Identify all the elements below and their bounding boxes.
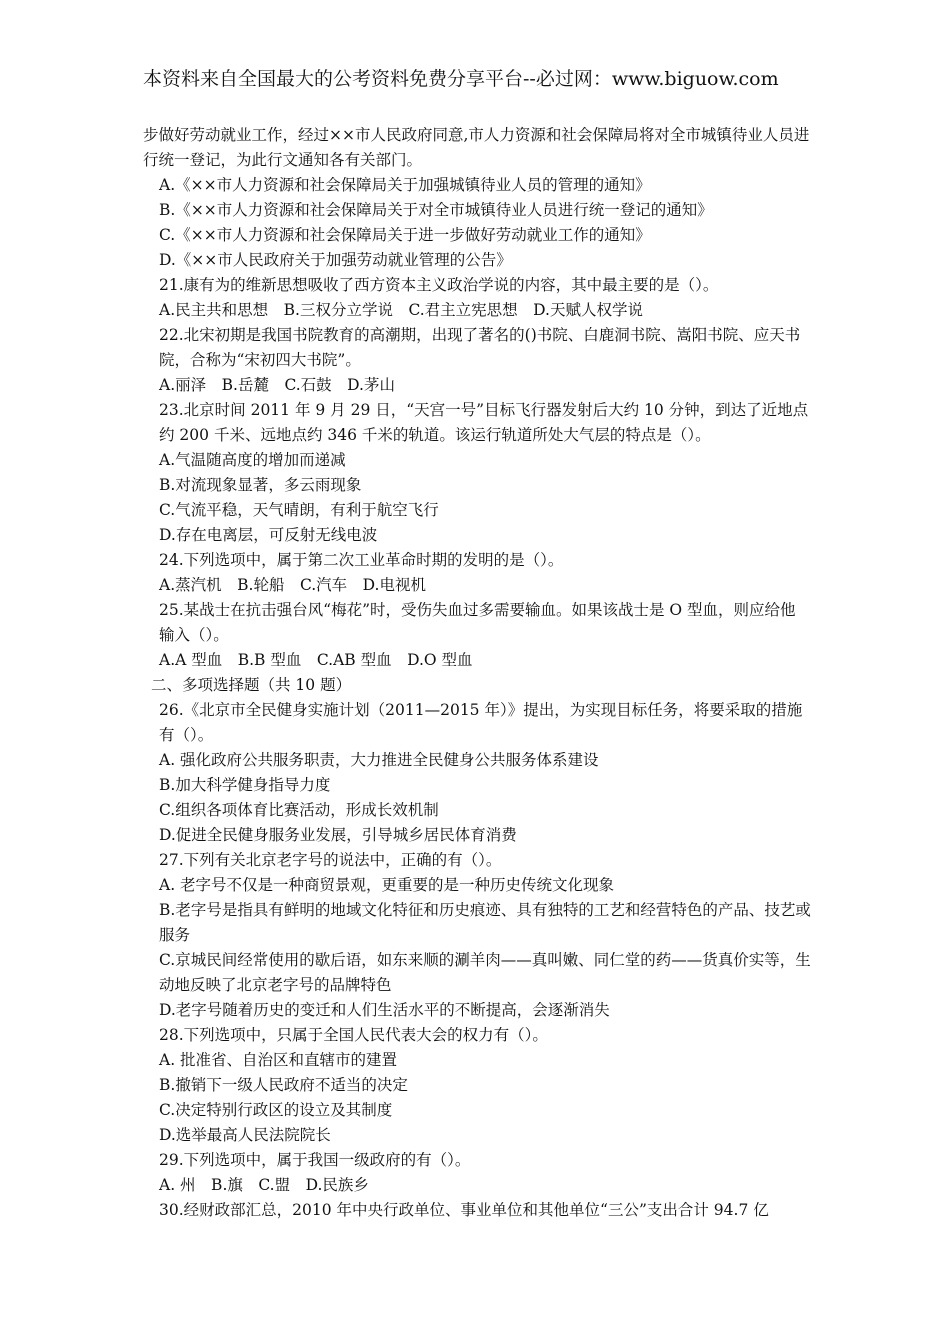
text-line: A.气温随高度的增加而递减 bbox=[159, 451, 346, 469]
text-line: A. 州 B.旗 C.盟 D.民族乡 bbox=[159, 1176, 369, 1194]
text-line: A. 批准省、自治区和直辖市的建置 bbox=[159, 1051, 398, 1069]
text-line: A.民主共和思想 B.三权分立学说 C.君主立宪思想 D.天赋人权学说 bbox=[159, 301, 643, 319]
text-line: A. 强化政府公共服务职责，大力推进全民健身公共服务体系建设 bbox=[159, 751, 599, 769]
text-line: D.存在电离层，可反射无线电波 bbox=[159, 526, 378, 544]
text-line: B.加大科学健身指导力度 bbox=[159, 776, 331, 794]
text-line: 二、多项选择题（共 10 题） bbox=[151, 676, 352, 694]
text-line: 22.北宋初期是我国书院教育的高潮期，出现了著名的()书院、白鹿洞书院、嵩阳书院、应天书院，合称为“宋初四大书院”。 bbox=[159, 326, 801, 369]
text-line: A.丽泽 B.岳麓 C.石鼓 D.茅山 bbox=[159, 376, 395, 394]
text-line: 步做好劳动就业工作，经过××市人民政府同意,市人力资源和社会保障局将对全市城镇待业人员进行统一登记，为此行文通知各有关部门。 bbox=[143, 126, 810, 169]
text-line: C.京城民间经常使用的歇后语，如东来顺的涮羊肉——真叫嫩、同仁堂的药——货真价实等，生动地反映了北京老字号的品牌特色 bbox=[159, 951, 811, 994]
text-line: 29.下列选项中，属于我国一级政府的有（）。 bbox=[159, 1151, 471, 1169]
text-line: C.气流平稳，天气晴朗，有利于航空飞行 bbox=[159, 501, 439, 519]
text-line: D.选举最高人民法院院长 bbox=[159, 1126, 331, 1144]
text-line: A. 老字号不仅是一种商贸景观，更重要的是一种历史传统文化现象 bbox=[159, 876, 615, 894]
text-line: 30.经财政部汇总，2010 年中央行政单位、事业单位和其他单位“三公”支出合计 94.7 亿 bbox=[159, 1201, 769, 1219]
text-line: 27.下列有关北京老字号的说法中，正确的有（）。 bbox=[159, 851, 502, 869]
document-body bbox=[143, 123, 811, 1223]
text-line: A.A 型血 B.B 型血 C.AB 型血 D.O 型血 bbox=[159, 651, 473, 669]
text-line: 25.某战士在抗击强台风“梅花”时，受伤失血过多需要输血。如果该战士是 O 型血，则应给他输入（）。 bbox=[159, 601, 796, 644]
text-line: C.组织各项体育比赛活动，形成长效机制 bbox=[159, 801, 439, 819]
text-line: A.蒸汽机 B.轮船 C.汽车 D.电视机 bbox=[159, 576, 426, 594]
text-line: C.决定特别行政区的设立及其制度 bbox=[159, 1101, 393, 1119]
text-line: 23.北京时间 2011 年 9 月 29 日，“天宫一号”目标飞行器发射后大约 10 分钟，到达了近地点约 200 千米、远地点约 346 千米的轨道。该运行轨道所处大气层的特点是（）。 bbox=[159, 401, 809, 444]
text-line: 28.下列选项中，只属于全国人民代表大会的权力有（）。 bbox=[159, 1026, 548, 1044]
text-line: 24.下列选项中，属于第二次工业革命时期的发明的是（）。 bbox=[159, 551, 564, 569]
text-line: A.《××市人力资源和社会保障局关于加强城镇待业人员的管理的通知》 bbox=[159, 176, 651, 194]
text-line: D.《××市人民政府关于加强劳动就业管理的公告》 bbox=[159, 251, 512, 269]
page-header: 本资料来自全国最大的公考资料免费分享平台--必过网：www.biguow.com bbox=[143, 68, 779, 90]
text-line: D.促进全民健身服务业发展，引导城乡居民体育消费 bbox=[159, 826, 517, 844]
text-line: B.对流现象显著，多云雨现象 bbox=[159, 476, 362, 494]
text-line: D.老字号随着历史的变迁和人们生活水平的不断提高，会逐渐消失 bbox=[159, 1001, 610, 1019]
text-line: 21.康有为的维新思想吸收了西方资本主义政治学说的内容，其中最主要的是（）。 bbox=[159, 276, 719, 294]
text-line: B.撤销下一级人民政府不适当的决定 bbox=[159, 1076, 408, 1094]
text-line: B.《××市人力资源和社会保障局关于对全市城镇待业人员进行统一登记的通知》 bbox=[159, 201, 713, 219]
text-line: 26.《北京市全民健身实施计划（2011—2015 年）》提出，为实现目标任务，将要采取的措施有（）。 bbox=[159, 701, 803, 744]
text-line: C.《××市人力资源和社会保障局关于进一步做好劳动就业工作的通知》 bbox=[159, 226, 651, 244]
text-line: B.老字号是指具有鲜明的地域文化特征和历史痕迹、具有独特的工艺和经营特色的产品、技艺或服务 bbox=[159, 901, 811, 944]
